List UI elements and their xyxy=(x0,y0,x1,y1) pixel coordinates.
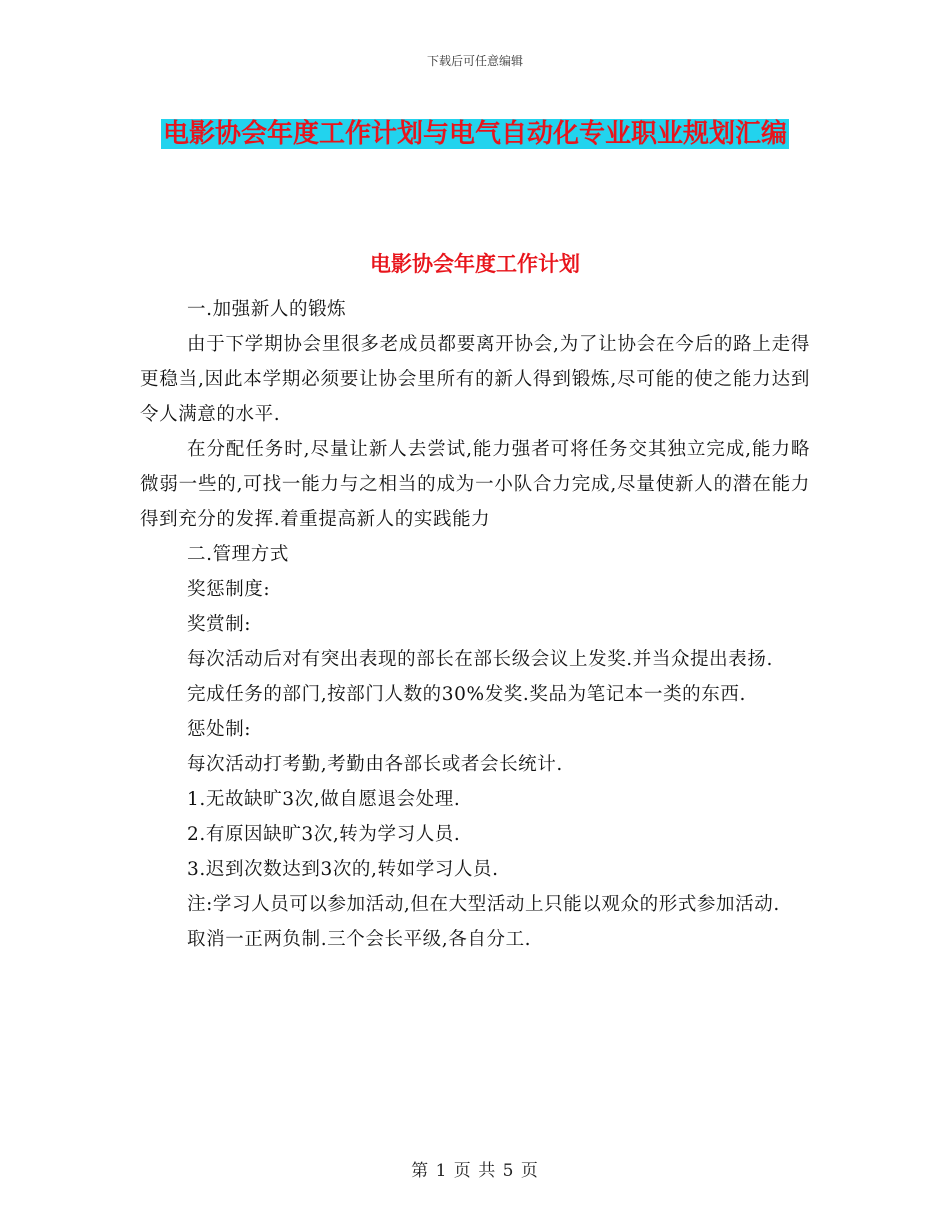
paragraph: 每次活动打考勤,考勤由各部长或者会长统计. xyxy=(187,754,563,775)
paragraph: 取消一正两负制.三个会长平级,各自分工. xyxy=(187,929,532,950)
document-title xyxy=(140,110,810,158)
paragraph: 由于下学期协会里很多老成员都要离开协会,为了让协会在今后的路上走得更稳当,因此本学期必须要让协会里所有的新人得到锻炼,尽可能的使之能力达到令人满意的水平. xyxy=(140,334,810,425)
paragraph: 2.有原因缺旷3次,转为学习人员. xyxy=(187,824,461,845)
page-number: 第 1 页 共 5 页 xyxy=(411,1161,539,1181)
paragraph: 二.管理方式 xyxy=(187,544,289,565)
page-header-note: 下载后可任意编辑 xyxy=(426,54,523,68)
document-title-text: 电影协会年度工作计划与电气自动化专业职业规划汇编 xyxy=(162,119,787,149)
paragraph: 注:学习人员可以参加活动,但在大型活动上只能以观众的形式参加活动. xyxy=(187,894,780,915)
section-title: 电影协会年度工作计划 xyxy=(370,252,580,276)
paragraph: 奖惩制度: xyxy=(187,579,271,600)
paragraph: 3.迟到次数达到3次的,转如学习人员. xyxy=(187,859,499,880)
document-body xyxy=(140,292,810,957)
paragraph: 在分配任务时,尽量让新人去尝试,能力强者可将任务交其独立完成,能力略微弱一些的,可找一能力与之相当的成为一小队合力完成,尽量使新人的潜在能力得到充分的发挥.着重提高新人的实践能力 xyxy=(140,439,810,530)
paragraph: 每次活动后对有突出表现的部长在部长级会议上发奖.并当众提出表扬. xyxy=(187,649,773,670)
paragraph: 1.无故缺旷3次,做自愿退会处理. xyxy=(187,789,461,810)
paragraph: 奖赏制: xyxy=(187,614,252,635)
paragraph: 惩处制: xyxy=(187,719,252,740)
paragraph: 完成任务的部门,按部门人数的30%发奖.奖品为笔记本一类的东西. xyxy=(187,684,746,705)
paragraph: 一.加强新人的锻炼 xyxy=(187,299,347,320)
